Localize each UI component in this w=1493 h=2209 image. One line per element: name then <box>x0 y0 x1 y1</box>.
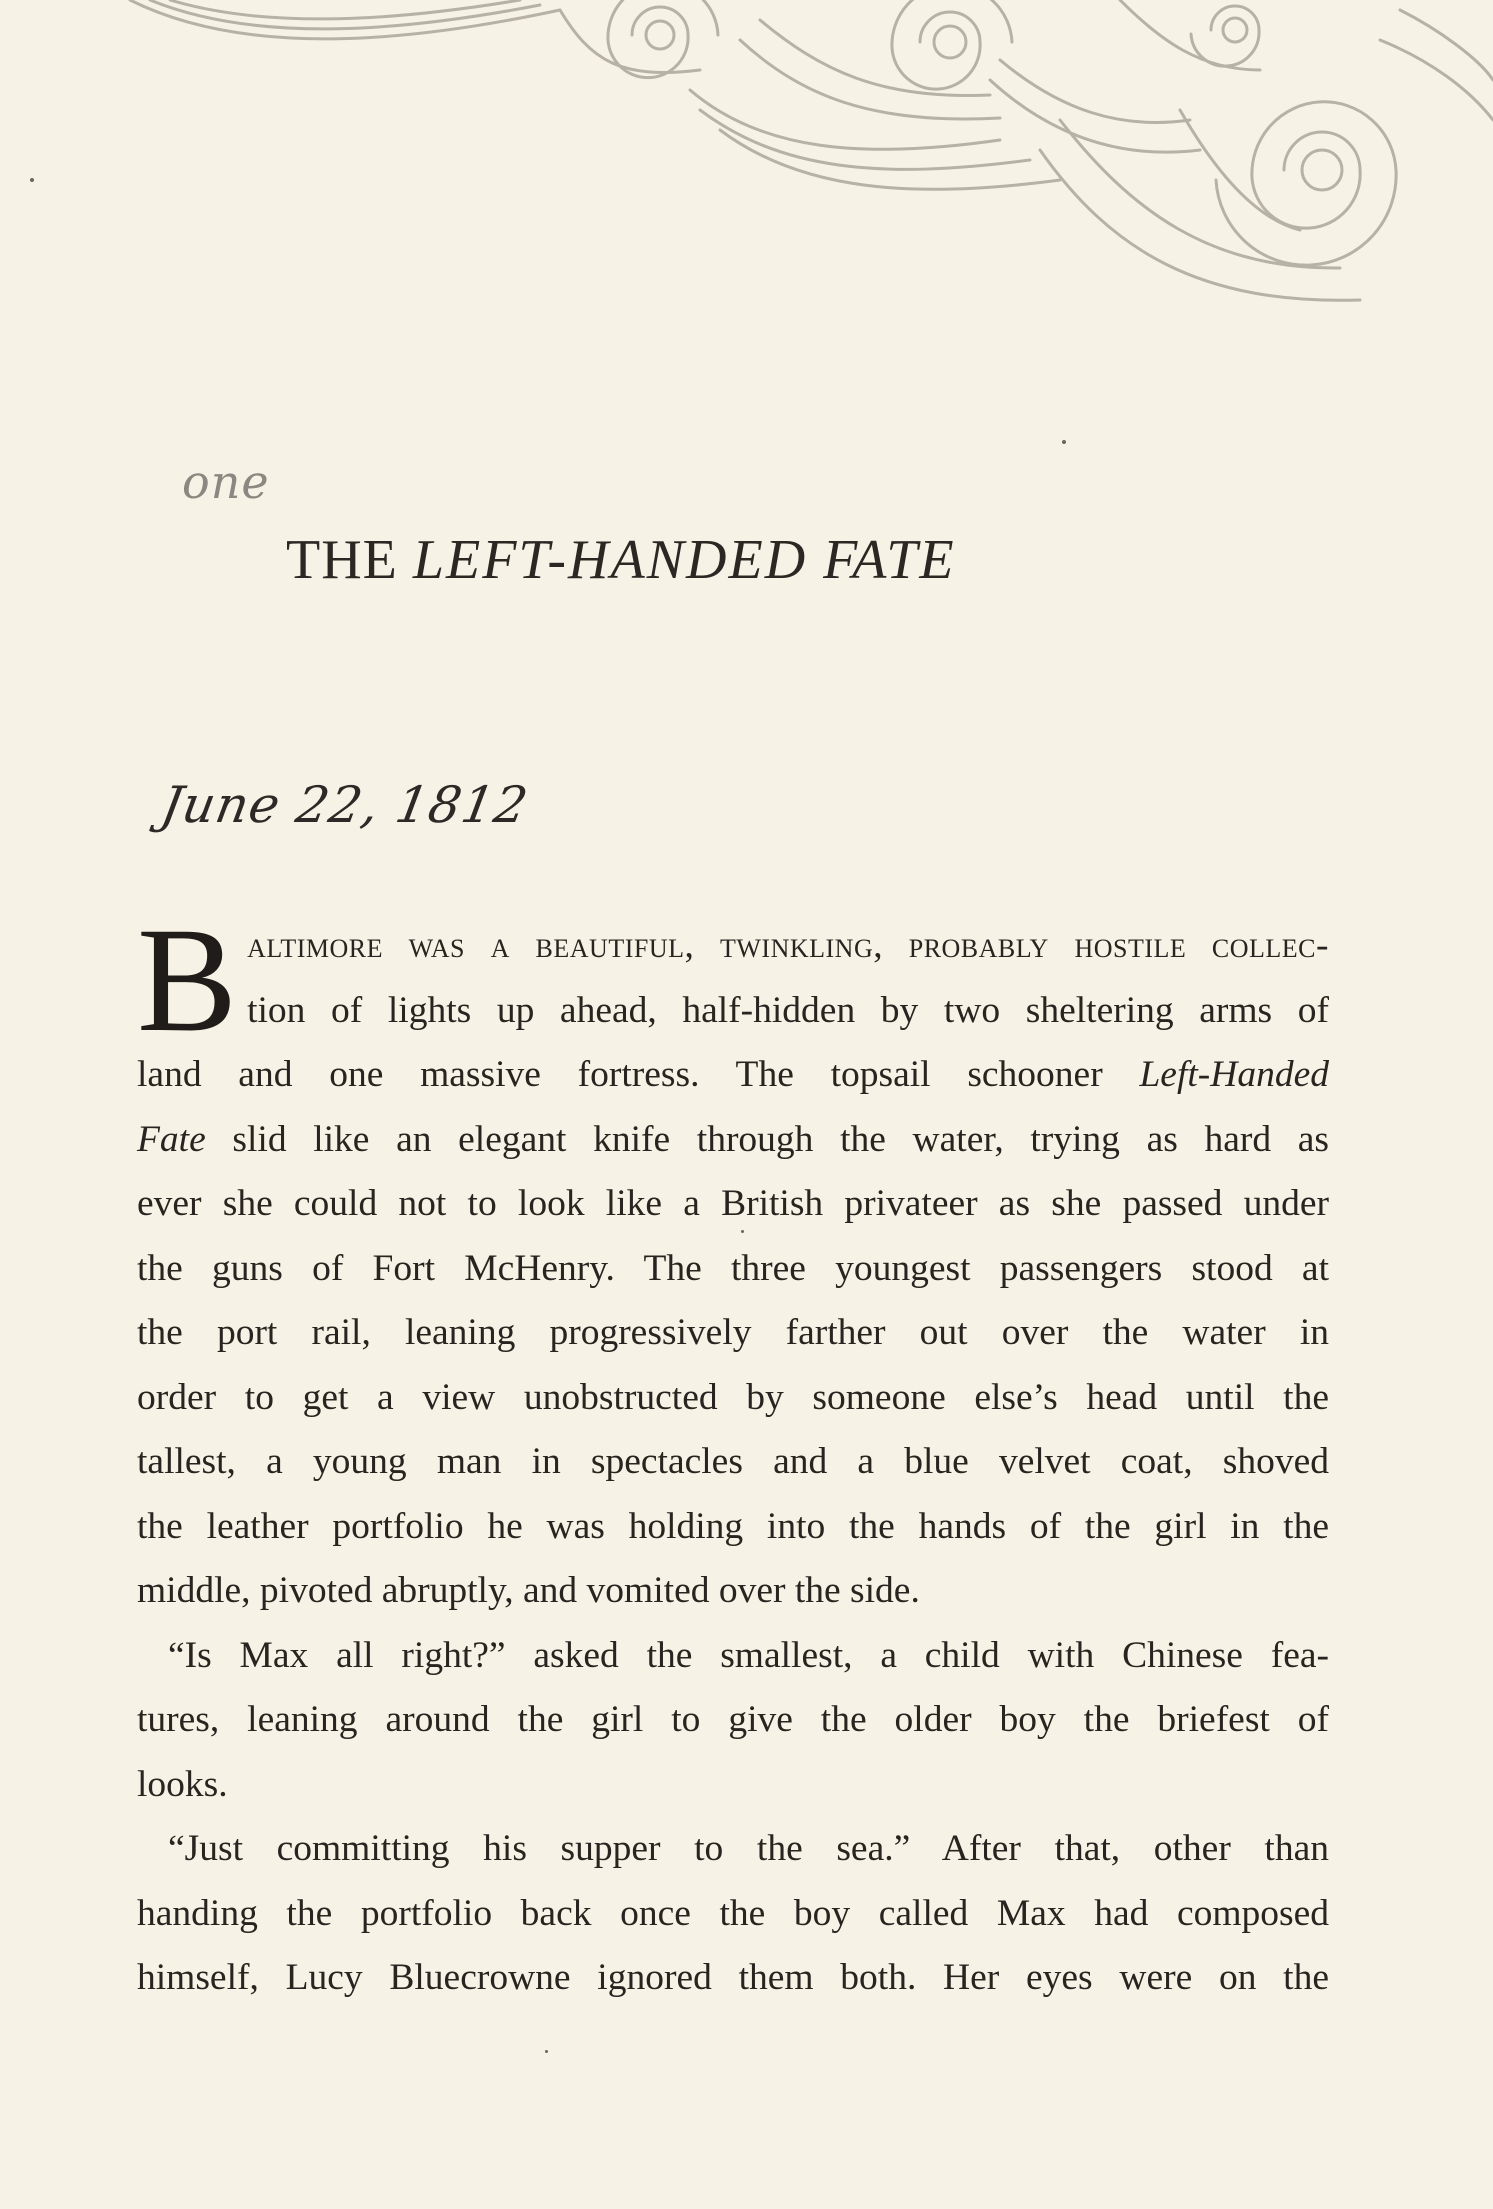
text-line: altimore was a beautiful, twinkling, probably hostile collec- <box>247 925 1329 966</box>
page-speck <box>30 178 34 182</box>
text-line: order to get a view unobstructed by someone else’s head until the <box>137 1376 1329 1418</box>
decorative-swirl-ornament <box>0 0 1493 330</box>
chapter-date: June 22, 1812 <box>156 776 533 834</box>
page-speck <box>545 2050 548 2053</box>
text-line: Fate slid like an elegant knife through the water, trying as hard as <box>137 1118 1329 1160</box>
text-line: the port rail, leaning progressively farther out over the water in <box>137 1312 1329 1353</box>
drop-cap: B <box>137 897 238 1063</box>
text-line: tures, leaning around the girl to give the older boy the briefest of <box>137 1699 1329 1740</box>
text-line: handing the portfolio back once the boy called Max had composed <box>137 1892 1329 1934</box>
chapter-body <box>137 897 1329 2011</box>
paragraph <box>137 1817 1329 2011</box>
text-line: looks. <box>137 1763 228 1805</box>
page-speck <box>1062 440 1066 444</box>
chapter-title <box>286 528 956 592</box>
chapter-title-ship-name: LEFT-HANDED FATE <box>412 529 956 591</box>
text-line: himself, Lucy Bluecrowne ignored them both. Her eyes were on the <box>137 1957 1329 1998</box>
swirl-icon <box>1040 10 1493 300</box>
paragraph <box>137 1624 1329 1818</box>
text-line: tion of lights up ahead, half-hidden by two sheltering arms of <box>247 989 1329 1031</box>
text-line: middle, pivoted abruptly, and vomited over the side. <box>137 1570 920 1611</box>
text-line: land and one massive fortress. The topsail schooner Left-Handed <box>137 1054 1329 1095</box>
swirl-icon <box>1120 0 1260 70</box>
text-line: ever she could not to look like a British privateer as she passed under <box>137 1183 1329 1224</box>
chapter-number: one <box>182 455 270 509</box>
swirl-icon <box>740 0 1012 119</box>
paragraph <box>137 897 1329 1624</box>
text-line: tallest, a young man in spectacles and a blue velvet coat, shoved <box>137 1441 1329 1482</box>
ship-name: Left-Handed <box>1139 1054 1329 1095</box>
chapter-title-prefix: THE <box>286 529 413 591</box>
text-line: “Is Max all right?” asked the smallest, a child with Chinese fea- <box>168 1634 1329 1676</box>
text-line: the guns of Fort McHenry. The three youngest passengers stood at <box>137 1247 1329 1289</box>
text-line: “Just committing his supper to the sea.” After that, other than <box>168 1828 1329 1869</box>
ship-name: Fate <box>137 1118 206 1160</box>
text-line: the leather portfolio he was holding into the hands of the girl in the <box>137 1505 1329 1547</box>
swirl-icon <box>560 0 718 78</box>
